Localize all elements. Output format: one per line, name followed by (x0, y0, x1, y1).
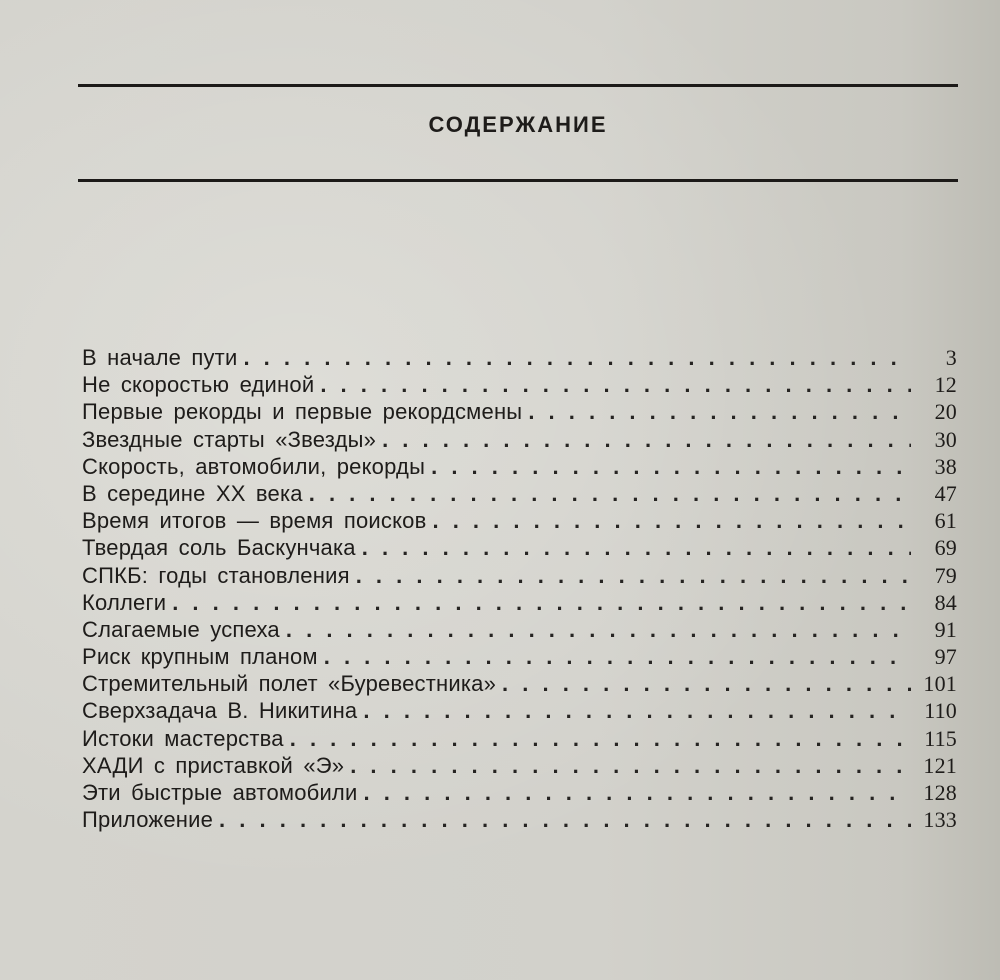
toc-entry (82, 670, 957, 697)
dot-leader (286, 616, 911, 643)
toc-entry-page: 128 (923, 780, 957, 805)
toc-entry (82, 806, 957, 833)
toc-entry-page: 61 (934, 508, 957, 534)
toc-entry (82, 426, 957, 453)
toc-entry-page: 69 (934, 535, 957, 561)
toc-entry (82, 507, 957, 534)
dot-leader (243, 344, 911, 371)
toc-entry-title: Не скоростью единой (82, 372, 315, 398)
toc-entry (82, 371, 957, 398)
dot-leader (431, 453, 911, 480)
toc-entry (82, 589, 957, 616)
dot-leader (324, 643, 911, 670)
dot-leader (290, 725, 911, 752)
dot-leader (309, 480, 911, 507)
toc-entry-page: 47 (934, 480, 957, 506)
toc-entry-page: 97 (934, 644, 957, 670)
dot-leader (172, 589, 911, 616)
toc-entry-title: Сверхзадача В. Никитина (82, 698, 358, 724)
dot-leader (528, 398, 911, 425)
toc-entry-page: 3 (945, 345, 957, 370)
toc-entry-page: 101 (923, 671, 957, 697)
toc-entry (82, 534, 957, 561)
dot-leader (350, 752, 911, 779)
dot-leader (363, 697, 911, 724)
toc-entry-title: Приложение (82, 807, 214, 833)
toc-entry-page: 79 (934, 562, 957, 588)
toc-entry-title: В середине XX века (82, 480, 303, 506)
toc-entry-page: 115 (924, 725, 957, 751)
toc-entry (82, 480, 957, 507)
table-of-contents (82, 344, 957, 833)
toc-entry (82, 643, 957, 670)
toc-entry-title: Первые рекорды и первые рекордсмены (82, 399, 523, 425)
toc-entry-page: 110 (924, 698, 957, 724)
dot-leader (362, 534, 911, 561)
toc-entry-title: ХАДИ с приставкой «Э» (82, 752, 345, 778)
toc-entry-page: 12 (934, 372, 957, 398)
toc-entry-title: Звездные старты «Звезды» (82, 426, 377, 452)
toc-entry (82, 616, 957, 643)
toc-entry-title: Истоки мастерства (82, 725, 284, 751)
top-rule (78, 84, 958, 87)
toc-entry-title: Эти быстрые автомобили (82, 780, 358, 805)
toc-entry-page: 30 (934, 426, 957, 452)
toc-entry-title: Твердая соль Баскунчака (82, 535, 356, 561)
bottom-rule (78, 179, 958, 182)
toc-entry-page: 20 (934, 399, 957, 425)
toc-entry-page: 133 (923, 807, 957, 833)
toc-entry-title: В начале пути (82, 345, 238, 370)
dot-leader (432, 507, 911, 534)
contents-heading: СОДЕРЖАНИЕ (428, 112, 608, 137)
toc-entry-page: 84 (934, 589, 957, 615)
toc-entry (82, 779, 957, 806)
toc-entry-title: Риск крупным планом (82, 644, 318, 670)
toc-entry-page: 91 (934, 616, 957, 642)
toc-entry (82, 752, 957, 779)
toc-entry-title: Скорость, автомобили, рекорды (82, 453, 426, 479)
dot-leader (502, 670, 911, 697)
dot-leader (356, 562, 911, 589)
toc-entry (82, 398, 957, 425)
toc-entry-title: Стремительный полет «Буревестника» (82, 671, 497, 697)
toc-entry (82, 453, 957, 480)
toc-entry-title: СПКБ: годы становления (82, 562, 350, 588)
dot-leader (320, 371, 911, 398)
toc-entry (82, 344, 957, 371)
toc-entry-title: Время итогов — время поисков (82, 508, 427, 534)
dot-leader (382, 426, 911, 453)
toc-entry-title: Коллеги (82, 589, 167, 615)
toc-entry (82, 562, 957, 589)
dot-leader (219, 806, 911, 833)
toc-entry-page: 121 (923, 752, 957, 778)
toc-entry-title: Слагаемые успеха (82, 616, 280, 642)
toc-entry (82, 725, 957, 752)
toc-entry (82, 697, 957, 724)
dot-leader (363, 779, 911, 806)
toc-entry-page: 38 (934, 453, 957, 479)
